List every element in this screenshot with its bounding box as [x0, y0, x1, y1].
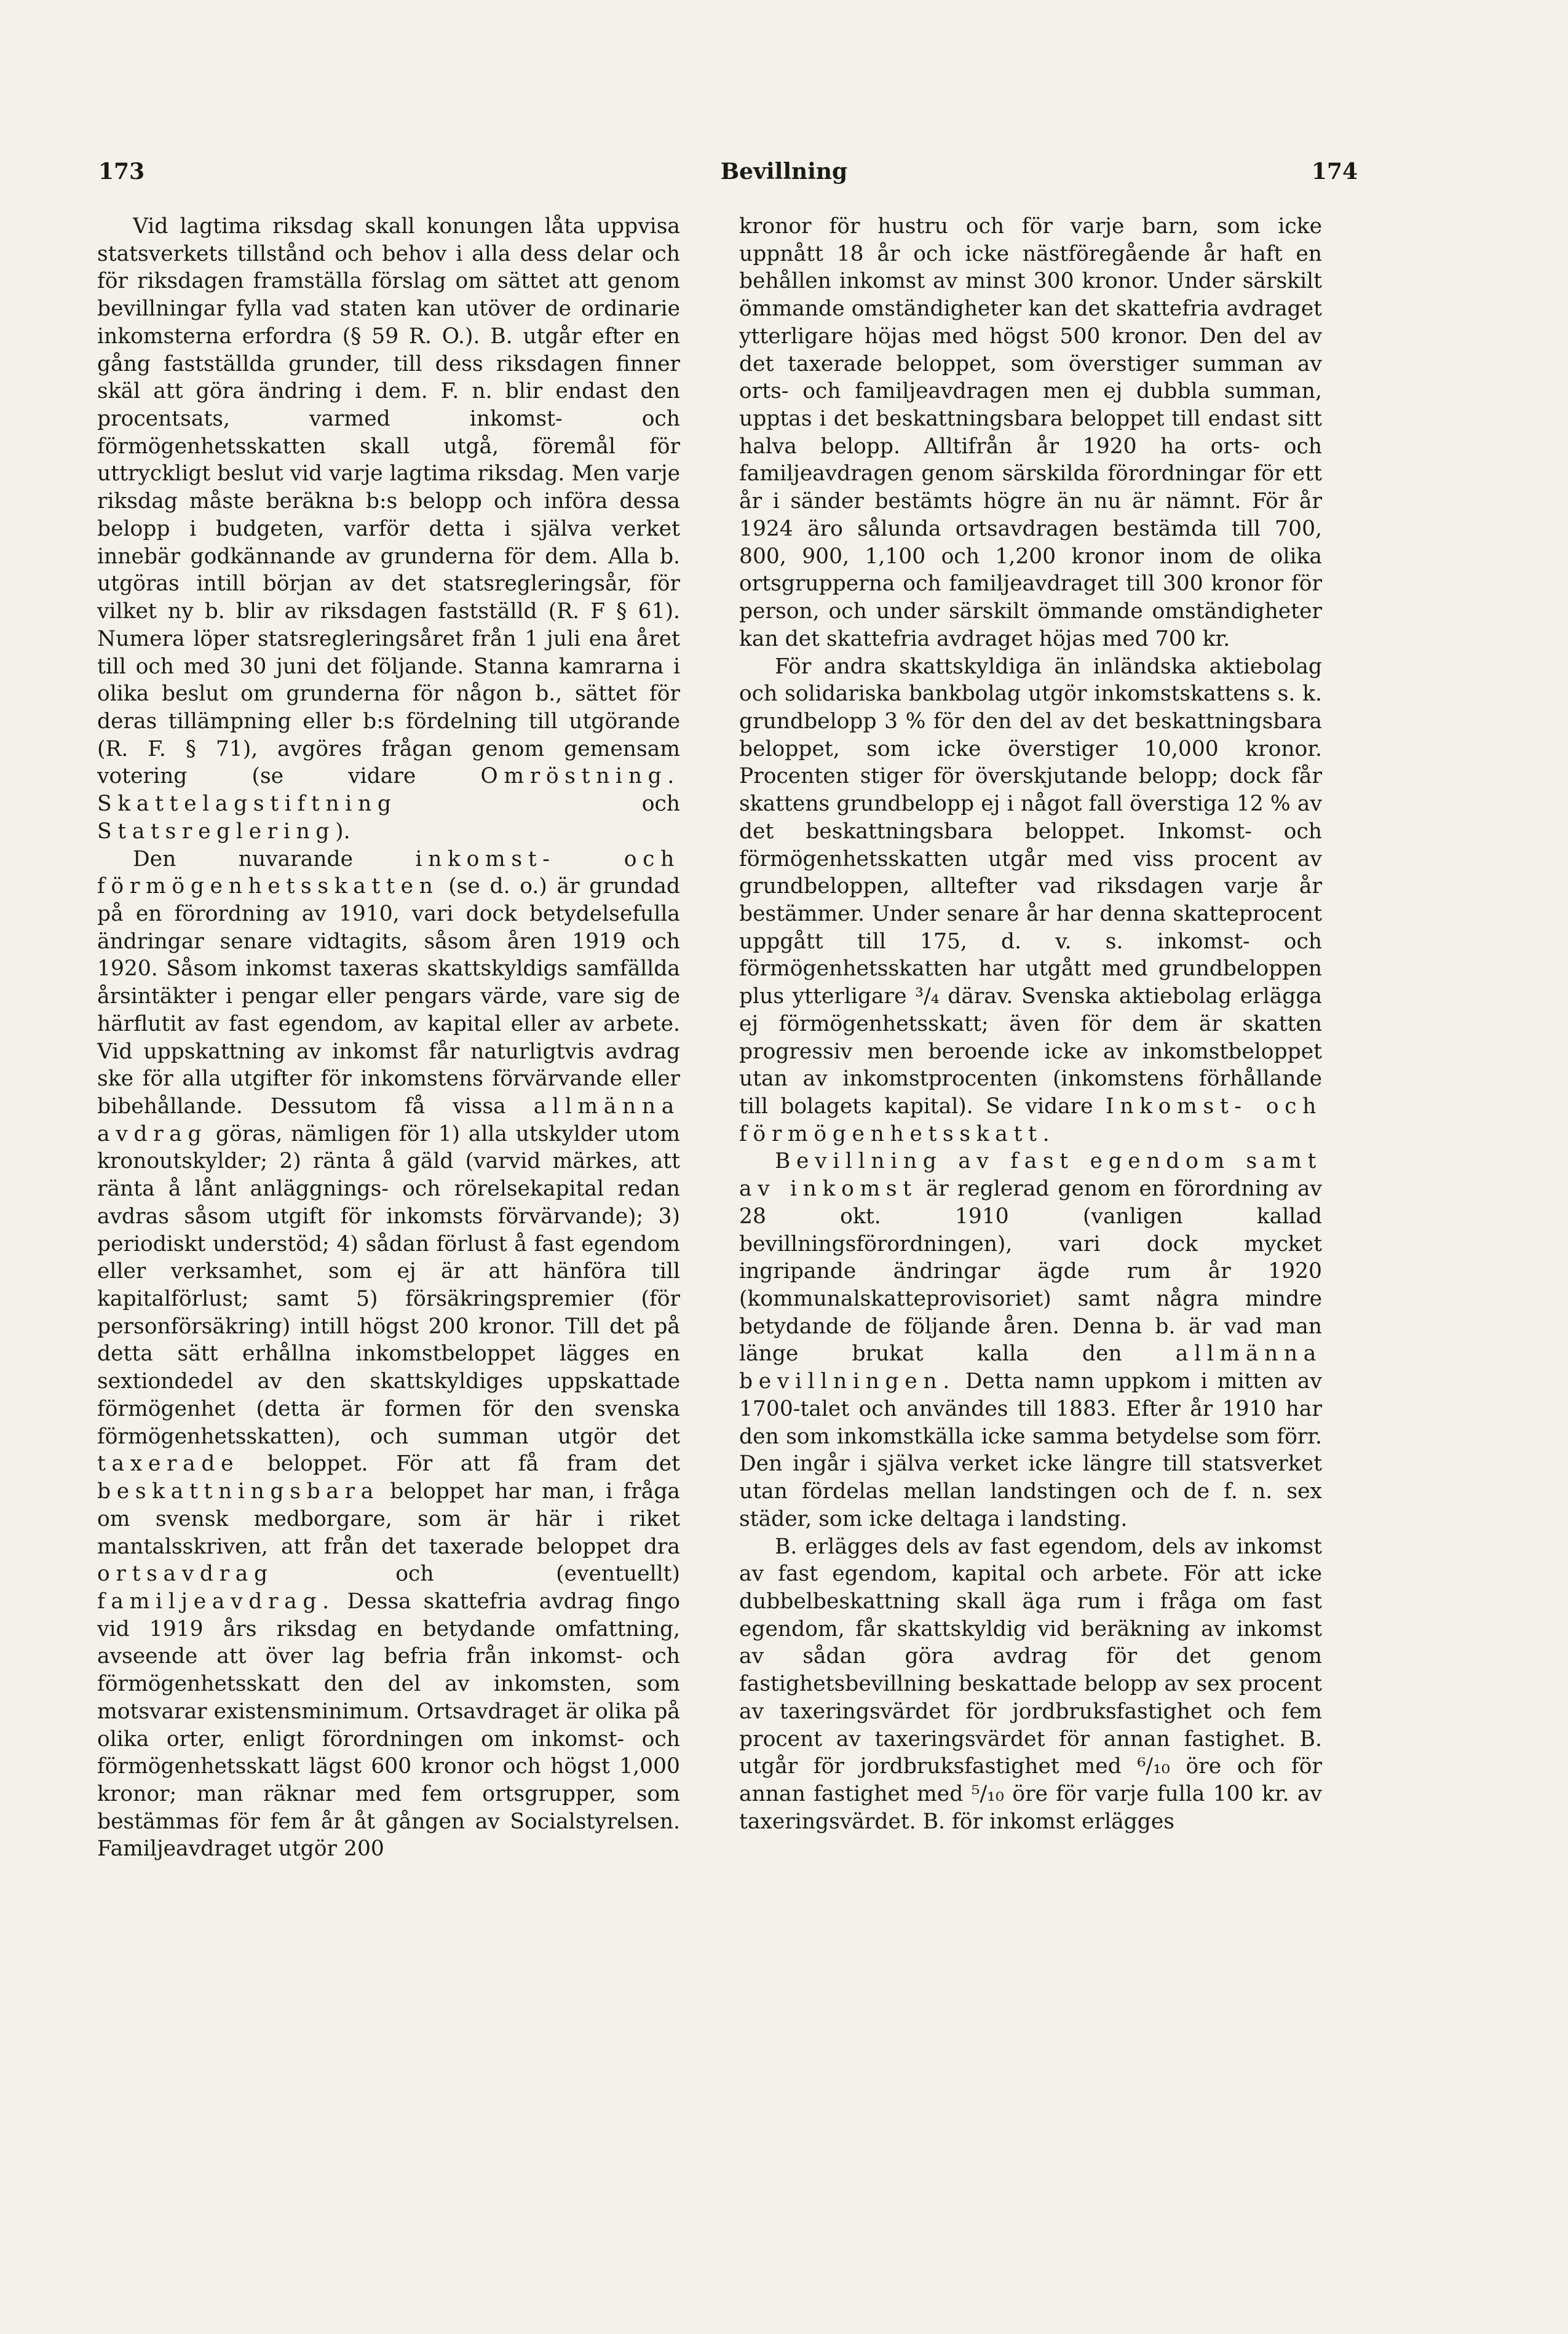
spaced-term: familjeavdrag. — [97, 1589, 335, 1614]
paragraph — [739, 653, 1322, 1148]
paragraph — [739, 1148, 1322, 1533]
running-title: Bevillning — [720, 159, 848, 185]
paragraph — [739, 1533, 1322, 1836]
paragraph-text: Vid lagtima riksdag skall konungen låta uppvisa statsverkets tillstånd och behov i alla dess delar och för riksdagen framställa förslag om sättet att genom bevillningar fylla vad staten kan utöver de ordinarie inkomsterna erfordra (§ 59 R. O.). B. utgår efter en gång fastställda grunder, till dess riksdagen finner skäl att göra ändring i dem. F. n. blir endast den procentsats, varmed inkomst- och förmögenhetsskatten skall utgå, föremål för uttryckligt beslut vid varje lagtima riksdag. Men varje riksdag måste beräkna b:s belopp och införa dessa belopp i budgeten, varför detta i själva verket innebär godkännande av grunderna för dem. Alla b. utgöras intill början av det statsregleringsår, för vilket ny b. blir av riksdagen fastställd (R. F § 61). Numera löper statsregleringsåret från 1 juli ena året till och med 30 juni det följande. Stanna kamrarna i olika beslut om grunderna för någon b., sättet för deras tillämpning eller b:s fördelning till utgörande (R. F. § 71), avgöres frågan genom gemensam votering (se vidare — [97, 214, 680, 789]
spaced-term: taxerade — [97, 1451, 240, 1477]
text-fragment: ). — [335, 819, 350, 844]
paragraph — [97, 846, 680, 1864]
text-fragment: och — [641, 792, 680, 817]
text-fragment: Dessa skattefria avdrag fingo vid 1919 års riksdag en betydande omfattning, avseende att över lag befria från inkomst- och förmögenhetsskatt den del av inkomsten, som motsvarar existensminimum. Ortsavdraget är olika på olika orter, enligt förordningen om inkomst- och förmögenhetsskatt lägst 600 kronor och högst 1,000 kronor; man räknar med fem ortsgrupper, som bestämmas för fem år åt gången av Socialstyrelsen. Familjeavdraget utgör 200 — [97, 1589, 680, 1862]
text-fragment: beloppet har man, i fråga om svensk medborgare, som är här i riket mantalsskriven, att från det taxerade beloppet dra — [97, 1479, 680, 1559]
paragraph — [739, 213, 1322, 653]
spaced-term: ortsavdrag — [97, 1562, 274, 1587]
spaced-term: inkomst- och förmögenhetsskatten — [97, 846, 680, 899]
text-fragment: Den nuvarande — [133, 846, 354, 871]
left-column — [97, 213, 680, 1863]
text-fragment: och (eventuellt) — [395, 1562, 680, 1587]
spaced-term: beskattningsbara — [97, 1479, 379, 1504]
page-number-left: 173 — [98, 159, 145, 185]
text-fragment: (se d. o.) är grundad på en förordning av 1910, vari dock betydelsefulla ändringar senare vidtagits, såsom åren 1919 och 1920. Såsom inkomst taxeras skattskyldigs samfällda årsintäkter i pengar eller pengars värde, vare sig de härflutit av fast egendom, av kapital eller av arbete. Vid uppskattning av inkomst får naturligtvis avdrag ske för alla utgifter för inkomstens förvärvande eller bibehållande. Dessutom få vissa — [97, 874, 680, 1119]
paragraph-text: För andra skattskyldiga än inländska aktiebolag och solidariska bankbolag utgör inkomstskattens s. k. grundbelopp 3 % för den del av det beskattningsbara beloppet, som icke överstiger 10,000 kronor. Procenten stiger för överskjutande belopp; dock får skattens grundbelopp ej i något fall överstiga 12 % av det beskattningsbara beloppet. Inkomst- och förmögenhetsskatten utgår med viss procent av grundbeloppen, alltefter vad riksdagen varje år bestämmer. Under senare år har denna skatteprocent uppgått till 175, d. v. s. inkomst- och förmögenhetsskatten har utgått med grundbeloppen plus ytterligare ³/₄ därav. Svenska aktiebolag erlägga ej förmögenhetsskatt; även för dem är skatten progressiv men beroende icke av inkomstbeloppet utan av inkomstprocenten (inkomstens förhållande till bolagets kapital). Se vidare — [739, 654, 1322, 1119]
running-head — [0, 159, 1568, 196]
cross-reference: Omröstning. — [480, 764, 680, 789]
spaced-term: allmänna bevillningen. — [739, 1341, 1322, 1394]
text-fragment: göras, nämligen för 1) alla utskylder utom kronoutskylder; 2) ränta å gäld (varvid märkes, att ränta å lånt anläggnings- och rörelsekapital redan avdras såsom utgift för inkomsts förvärvande); 3) periodiskt understöd; 4) sådan förlust å fast egendom eller verksamhet, som ej är att hänföra till kapitalförlust; samt 5) försäkringspremier (för personförsäkring) intill högst 200 kronor. Till det på detta sätt erhållna inkomstbeloppet lägges en sextiondedel av den skattskyldiges uppskattade förmögenhet (detta är formen för den svenska förmögenhetsskatten), och summan utgör det — [97, 1121, 681, 1449]
cross-reference: Inkomst- och förmögenhetsskatt. — [739, 1094, 1323, 1146]
paragraph — [97, 213, 680, 846]
text-fragment: beloppet. För att få fram det — [267, 1451, 680, 1477]
spaced-term: Bevillning av fast egendom samt av inkomst — [739, 1149, 1322, 1202]
page-number-right: 174 — [1311, 159, 1358, 185]
text-fragment: är reglerad genom en förordning av 28 okt. 1910 (vanligen kallad bevillningsförordningen), vari dock mycket ingripande ändringar ägde rum år 1920 (kommunalskatteprovisoriet) samt några mindre betydande de följande åren. Denna b. är vad man länge brukat kalla den — [739, 1177, 1323, 1367]
cross-reference: Skattelagstiftning — [97, 792, 397, 817]
cross-reference: Statsreglering — [97, 819, 336, 844]
spaced-term: allmänna avdrag — [97, 1094, 681, 1146]
paragraph-text: B. erlägges dels av fast egendom, dels av inkomst av fast egendom, kapital och arbete. För att icke dubbelbeskattning skall äga rum i fråga om fast egendom, får skattskyldig vid beräkning av inkomst av sådan göra avdrag för det genom fastighetsbevillning beskattade belopp av sex procent av taxeringsvärdet för jordbruksfastighet och fem procent av taxeringsvärdet för annan fastighet. B. utgår för jordbruksfastighet med ⁶/₁₀ öre och för annan fastighet med ⁵/₁₀ öre för varje fulla 100 kr. av taxeringsvärdet. B. för inkomst erlägges — [739, 1534, 1322, 1834]
paragraph-text: kronor för hustru och för varje barn, som icke uppnått 18 år och icke nästföregående år haft en behållen inkomst av minst 300 kronor. Under särskilt ömmande omständigheter kan det skattefria avdraget ytterligare höjas med högst 500 kronor. Den del av det taxerade beloppet, som överstiger summan av orts- och familjeavdragen men ej dubbla summan, upptas i det beskattningsbara beloppet till endast sitt halva belopp. Alltifrån år 1920 ha orts- och familjeavdragen genom särskilda förordningar för ett år i sänder bestämts högre än nu är nämnt. För år 1924 äro sålunda ortsavdragen bestämda till 700, 800, 900, 1,100 och 1,200 kronor inom de olika ortsgrupperna och familjeavdraget till 300 kronor för person, och under särskilt ömmande omständigheter kan det skattefria avdraget höjas med 700 kr. — [739, 214, 1322, 651]
text-fragment: Detta namn uppkom i mitten av 1700-talet och användes till 1883. Efter år 1910 har den som inkomstkälla icke samma betydelse som förr. Den ingår i själva verket icke längre till statsverket utan fördelas mellan landstingen och de f. n. sex städer, som icke deltaga i landsting. — [739, 1369, 1322, 1531]
right-column — [739, 213, 1322, 1835]
